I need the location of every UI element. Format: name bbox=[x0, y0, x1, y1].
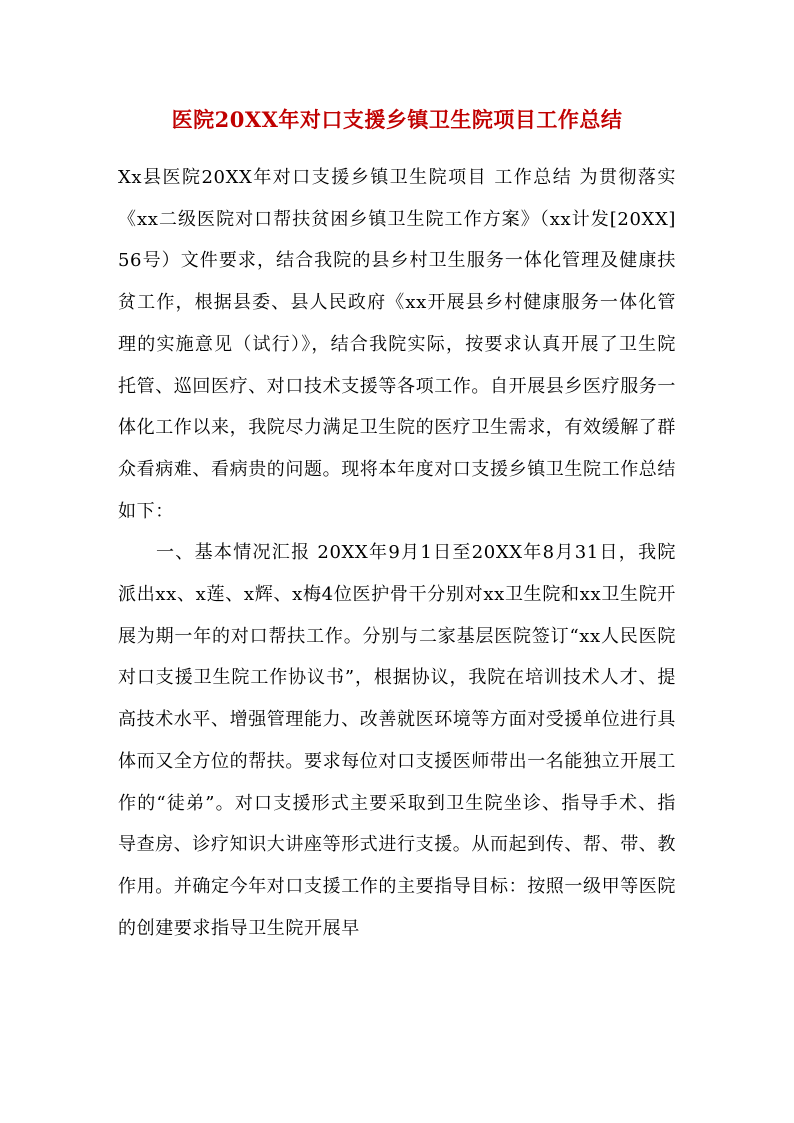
paragraph-intro: Xx县医院20XX年对口支援乡镇卫生院项目 工作总结 为贯彻落实《xx二级医院对口帮扶贫困乡镇卫生院工作方案》（xx计发[20XX]56号）文件要求，结合我院的县乡村卫生服务一体化管理及健康扶贫工作，根据县委、县人民政府《xx开展县乡村健康服务一体化管理的实施意见（试行）》，结合我院实际，按要求认真开展了卫生院托管、巡回医疗、对口技术支援等各项工作。自开展县乡医疗服务一体化工作以来，我院尽力满足卫生院的医疗卫生需求，有效缓解了群众看病难、看病贵的问题。现将本年度对口支援乡镇卫生院工作总结如下： bbox=[118, 167, 676, 522]
paragraph-basic-situation: 一、基本情况汇报 20XX年9月1日至20XX年8月31日，我院派出xx、x莲、x辉、x梅4位医护骨干分别对xx卫生院和xx卫生院开展为期一年的对口帮扶工作。分别与二家基层医院签订“xx人民医院对口支援卫生院工作协议书”，根据协议，我院在培训技术人才、提高技术水平、增强管理能力、改善就医环境等方面对受援单位进行具体而又全方位的帮扶。要求每位对口支援医师带出一名能独立开展工作的“徒弟”。对口支援形式主要采取到卫生院坐诊、指导手术、指导查房、诊疗知识大讲座等形式进行支援。从而起到传、帮、带、教作用。并确定今年对口支援工作的主要指导目标：按照一级甲等医院的创建要求指导卫生院开展早 bbox=[118, 542, 676, 939]
document-body bbox=[118, 157, 676, 949]
document-title: 医院20XX年对口支援乡镇卫生院项目工作总结 bbox=[171, 107, 623, 132]
